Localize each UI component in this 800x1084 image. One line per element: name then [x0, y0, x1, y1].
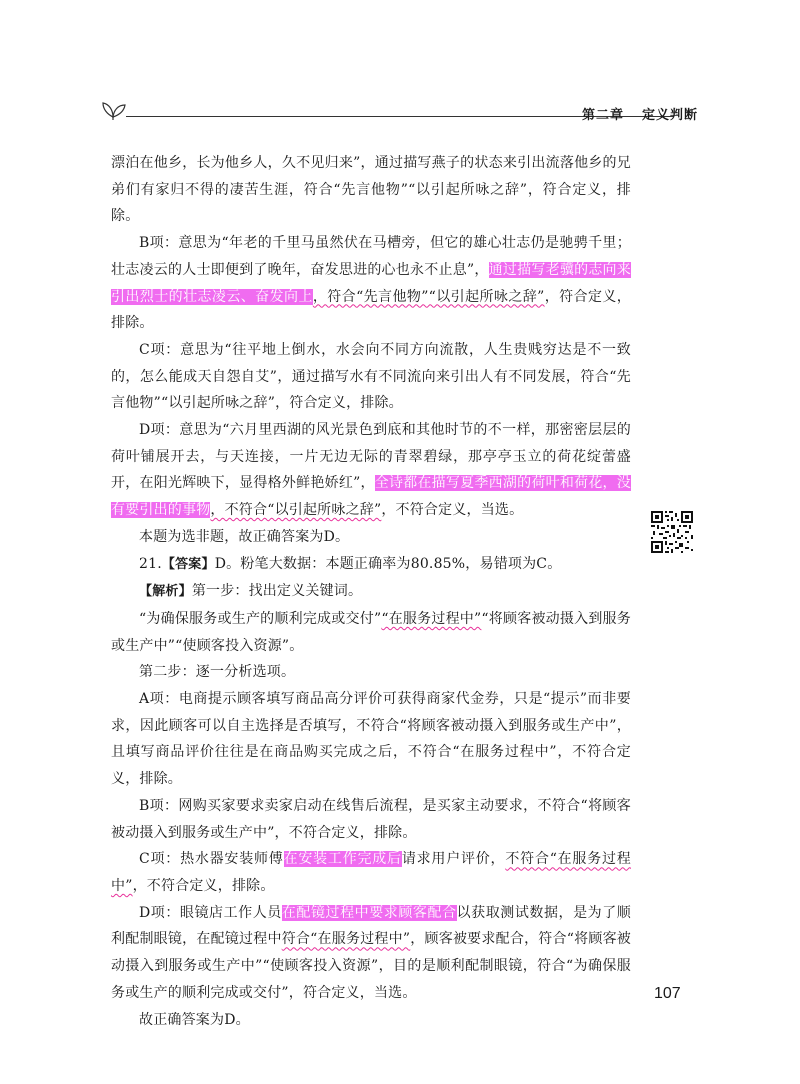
- wavy-underline: ，不符合“以引起所咏之辞”: [210, 502, 382, 519]
- paragraph: D项：意思为“六月里西湖的风光景色到底和其他时节的不一样，那密密层层的荷叶铺展开去，与天连接，一片无边无际的青翠碧绿，那亭亭玉立的荷花绽蕾盛开，在阳光辉映下，显得格外鲜艳娇红”，全诗都在描写夏季西湖的荷叶和荷花，没有要引出的事物，不符合“以引起所咏之辞”，不符合定义，当选。: [111, 422, 631, 519]
- paragraph: 故正确答案为D。: [139, 1011, 250, 1028]
- analysis-tag: 【解析】: [139, 584, 192, 600]
- chapter-title: [582, 104, 698, 123]
- analysis-line: 【解析】第一步：找出定义关键词。: [139, 583, 363, 600]
- paragraph: A项：电商提示顾客填写商品高分评价可获得商家代金券，只是“提示”而非要求，因此顾客可以自主选择是否填写，不符合“将顾客被动摄入到服务或生产中”，且填写商品评价往往是在商品购买完成之后，不符合“在服务过程中”，不符合定义，排除。: [111, 691, 631, 788]
- highlight: 全诗都在描写夏季西湖的荷叶和荷花，没有要引出的事物: [111, 475, 631, 519]
- qr-code-icon[interactable]: [650, 510, 694, 554]
- page-number: 107: [654, 985, 681, 1002]
- wavy-underline: 符合“在服务过程中”: [281, 931, 411, 948]
- chapter-number: 第二章: [582, 108, 625, 123]
- paragraph: C项：意思为“往平地上倒水，水会向不同方向流散，人生贵贱穷达是不一致的，怎么能成天自怨自艾”，通过描写水有不同流向来引出人有不同发展，符合“先言他物”“以引起所咏之辞”，符合定义，排除。: [111, 341, 631, 412]
- paragraph: B项：意思为“年老的千里马虽然伏在马槽旁，但它的雄心壮志仍是驰骋千里；壮志凌云的人士即便到了晚年，奋发思进的心也永不止息”，通过描写老骥的志向来引出烈士的壮志凌云、奋发向上，符合“先言他物”“以引起所咏之辞”，符合定义，排除。: [111, 235, 632, 332]
- chapter-name: 定义判断: [642, 108, 699, 123]
- paragraph: “为确保服务或生产的顺利完成或交付”“在服务过程中”“将顾客被动摄入到服务或生产中”“使顾客投入资源”。: [111, 610, 631, 654]
- highlight: 通过描写老骥的志向来引出烈士的壮志凌云、奋发向上: [111, 261, 631, 305]
- paragraph: 本题为选非题，故正确答案为D。: [139, 528, 350, 545]
- highlight: 在配镜过程中要求顾客配合: [281, 904, 457, 921]
- question-number: 21.: [139, 555, 162, 572]
- paragraph: 第二步：逐一分析选项。: [139, 664, 296, 681]
- answer-line: 21.【答案】D。粉笔大数据：本题正确率为80.85%，易错项为C。: [139, 555, 562, 572]
- paragraph: C项：热水器安装师傅在安装工作完成后请求用户评价，不符合“在服务过程中”，不符合定义，排除。: [111, 851, 631, 894]
- page-header: [0, 96, 800, 126]
- answer-tag: 【答案】: [161, 556, 215, 572]
- wavy-underline: “在服务过程中”: [381, 610, 482, 627]
- paragraph: 漂泊在他乡，长为他乡人，久不见归来”，通过描写燕子的状态来引出流落他乡的兄弟们有家归不得的凄苦生涯，符合“先言他物”“以引起所咏之辞”，符合定义，排除。: [111, 155, 631, 225]
- wavy-underline: 不符合“在服务过程中”: [111, 851, 631, 894]
- page-body: [111, 150, 631, 1033]
- wavy-underline: ，符合“先言他物”“以引起所咏之辞”: [312, 288, 545, 305]
- paragraph: B项：网购买家要求卖家启动在线售后流程，是买家主动要求，不符合“将顾客被动摄入到服务或生产中”，不符合定义，排除。: [111, 797, 631, 841]
- paragraph: D项：眼镜店工作人员在配镜过程中要求顾客配合以获取测试数据，是为了顺利配制眼镜，在配镜过程中符合“在服务过程中”，顾客被要求配合，符合“将顾客被动摄入到服务或生产中”“使顾客投入资源”，目的是顺利配制眼镜，符合“为确保服务或生产的顺利完成或交付”，符合定义，当选。: [111, 904, 631, 1001]
- leaf-icon: [100, 96, 128, 120]
- highlight: 在安装工作完成后: [283, 851, 402, 868]
